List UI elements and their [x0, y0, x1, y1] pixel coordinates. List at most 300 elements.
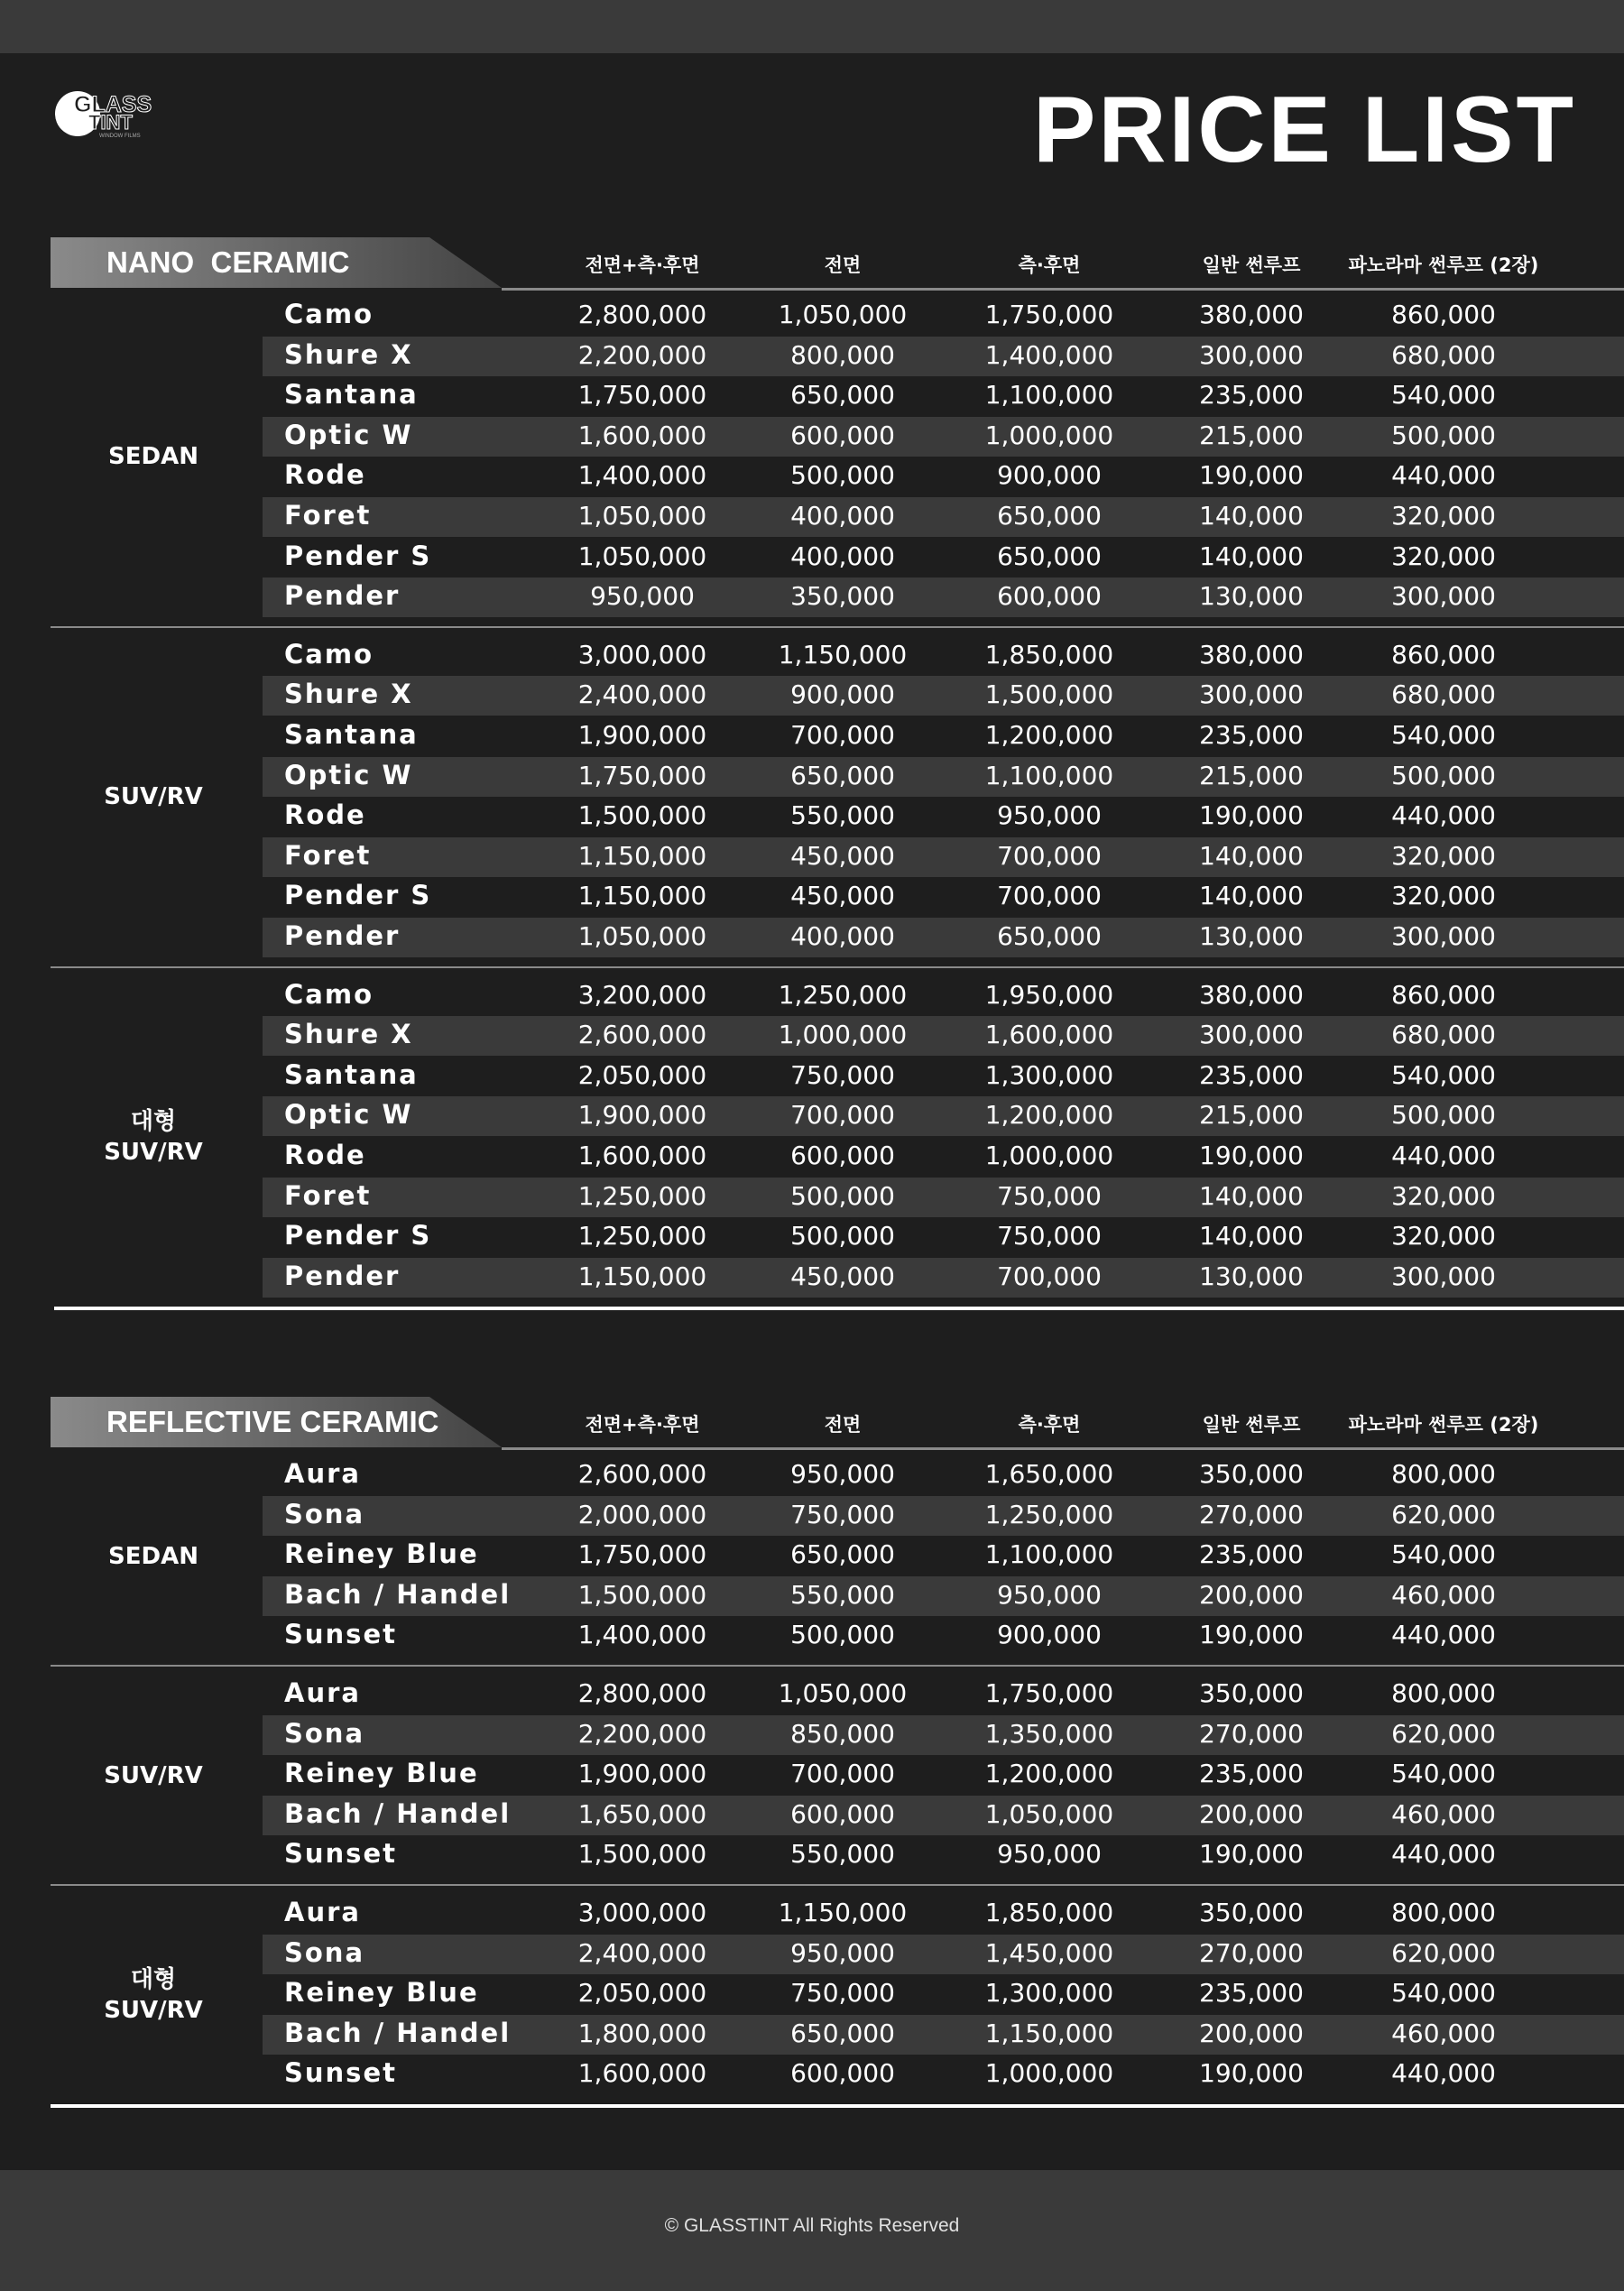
price-cell: 500,000 [1391, 1100, 1496, 1131]
table-row [263, 1536, 1624, 1575]
price-cell: 1,050,000 [577, 920, 707, 951]
price-cell: 1,750,000 [577, 760, 707, 790]
price-cell: 1,500,000 [577, 800, 707, 831]
price-cell: 650,000 [997, 920, 1102, 951]
price-cell: 1,100,000 [984, 760, 1114, 790]
product-name: Bach / Handel [284, 1797, 512, 1829]
product-name: Reiney Blue [284, 1538, 479, 1570]
column-header: 전면 [824, 1414, 862, 1436]
price-cell: 1,600,000 [577, 420, 707, 450]
section-title: REFLECTIVE CERAMIC [106, 1405, 439, 1438]
copyright-text: © GLASSTINT All Rights Reserved [664, 2215, 960, 2236]
price-cell: 440,000 [1391, 1839, 1496, 1870]
price-cell: 600,000 [997, 581, 1102, 612]
price-cell: 320,000 [1391, 1221, 1496, 1252]
table-row [263, 538, 1624, 577]
vehicle-type-label [54, 441, 253, 472]
price-cell: 1,000,000 [984, 2058, 1114, 2089]
product-name: Shure X [284, 338, 413, 370]
top-bar [0, 0, 1624, 53]
price-cell: 235,000 [1199, 1978, 1304, 2009]
product-name: Optic W [284, 1099, 413, 1131]
price-cell: 2,050,000 [577, 1059, 707, 1090]
price-cell: 800,000 [790, 339, 895, 370]
price-cell: 440,000 [1391, 1140, 1496, 1170]
price-cell: 540,000 [1391, 1059, 1496, 1090]
price-cell: 500,000 [1391, 420, 1496, 450]
price-cell: 350,000 [790, 581, 895, 612]
price-cell: 2,200,000 [577, 339, 707, 370]
price-cell: 750,000 [997, 1180, 1102, 1211]
price-cell: 1,400,000 [577, 1620, 707, 1650]
price-cell: 1,500,000 [577, 1839, 707, 1870]
product-name: Camo [284, 299, 374, 329]
table-row [263, 716, 1624, 756]
price-cell: 300,000 [1391, 581, 1496, 612]
price-cell: 140,000 [1199, 540, 1304, 571]
table-row [263, 1258, 1624, 1298]
price-cell: 800,000 [1391, 1898, 1496, 1927]
table-row [263, 376, 1624, 416]
product-name: Sunset [284, 1619, 397, 1650]
price-cell: 350,000 [1199, 1678, 1304, 1708]
price-cell: 320,000 [1391, 501, 1496, 531]
price-cell: 950,000 [590, 581, 695, 612]
price-cell: 540,000 [1391, 1539, 1496, 1570]
price-cell: 1,150,000 [778, 1898, 908, 1927]
price-cell: 1,750,000 [984, 1678, 1114, 1708]
price-cell: 1,250,000 [984, 1499, 1114, 1529]
price-cell: 2,600,000 [577, 1459, 707, 1489]
price-cell: 700,000 [997, 881, 1102, 911]
price-cell: 450,000 [790, 881, 895, 911]
table-row [263, 577, 1624, 617]
price-cell: 950,000 [997, 1579, 1102, 1610]
price-cell: 140,000 [1199, 501, 1304, 531]
price-cell: 1,150,000 [577, 1261, 707, 1291]
price-cell: 3,000,000 [577, 1898, 707, 1927]
price-cell: 1,450,000 [984, 1937, 1114, 1968]
product-name: Aura [284, 1458, 361, 1489]
table-row [263, 976, 1624, 1016]
price-cell: 600,000 [790, 1140, 895, 1170]
price-cell: 1,050,000 [577, 501, 707, 531]
price-cell: 440,000 [1391, 2058, 1496, 2089]
vehicle-type-label [54, 1106, 253, 1168]
price-cell: 3,200,000 [577, 979, 707, 1010]
price-cell: 1,250,000 [577, 1180, 707, 1211]
price-cell: 1,300,000 [984, 1059, 1114, 1090]
product-name: Santana [284, 379, 419, 411]
product-name: Pender S [284, 1220, 432, 1252]
group-divider [51, 1884, 1624, 1886]
table-row [263, 337, 1624, 376]
price-cell: 450,000 [790, 840, 895, 871]
vehicle-type-label [54, 781, 253, 812]
column-header: 파노라마 썬루프 (2장) [1348, 1414, 1539, 1436]
table-row [263, 296, 1624, 336]
price-cell: 300,000 [1391, 920, 1496, 951]
table-row [263, 1455, 1624, 1495]
price-cell: 380,000 [1199, 639, 1304, 670]
price-cell: 300,000 [1199, 339, 1304, 370]
product-name: Pender S [284, 540, 432, 571]
product-name: Sona [284, 1936, 365, 1968]
table-row [263, 2055, 1624, 2094]
price-cell: 270,000 [1199, 1937, 1304, 1968]
price-cell: 850,000 [790, 1718, 895, 1749]
price-cell: 650,000 [790, 1539, 895, 1570]
table-row [263, 877, 1624, 917]
table-row [263, 1016, 1624, 1056]
table-row [263, 1935, 1624, 1974]
price-cell: 1,250,000 [577, 1221, 707, 1252]
product-name: Shure X [284, 679, 413, 710]
product-name: Optic W [284, 759, 413, 790]
price-cell: 130,000 [1199, 1261, 1304, 1291]
price-cell: 750,000 [790, 1059, 895, 1090]
vehicle-type-line: SEDAN [108, 1542, 198, 1570]
product-name: Camo [284, 978, 374, 1010]
price-cell: 400,000 [790, 920, 895, 951]
price-cell: 950,000 [997, 800, 1102, 831]
column-header: 전면+측·후면 [585, 1414, 700, 1436]
group-divider [51, 626, 1624, 628]
price-cell: 140,000 [1199, 840, 1304, 871]
column-header: 측·후면 [1018, 254, 1081, 276]
price-cell: 500,000 [790, 1180, 895, 1211]
table-row [263, 1755, 1624, 1795]
price-cell: 235,000 [1199, 1539, 1304, 1570]
price-cell: 1,650,000 [984, 1459, 1114, 1489]
vehicle-type-label [54, 1541, 253, 1572]
column-header: 전면+측·후면 [585, 254, 700, 276]
table-row [263, 1178, 1624, 1217]
price-cell: 1,000,000 [984, 420, 1114, 450]
price-cell: 1,100,000 [984, 1539, 1114, 1570]
table-row [263, 1616, 1624, 1656]
price-cell: 1,600,000 [577, 1140, 707, 1170]
price-cell: 500,000 [790, 1221, 895, 1252]
price-cell: 680,000 [1391, 1020, 1496, 1050]
price-cell: 460,000 [1391, 1579, 1496, 1610]
price-cell: 400,000 [790, 501, 895, 531]
price-cell: 235,000 [1199, 1759, 1304, 1789]
price-cell: 2,800,000 [577, 300, 707, 329]
product-name: Foret [284, 500, 372, 531]
price-cell: 680,000 [1391, 339, 1496, 370]
price-cell: 950,000 [790, 1459, 895, 1489]
product-name: Santana [284, 1058, 419, 1090]
price-cell: 1,400,000 [577, 460, 707, 491]
price-cell: 650,000 [790, 2018, 895, 2048]
price-cell: 900,000 [997, 1620, 1102, 1650]
table-row [263, 1576, 1624, 1616]
price-cell: 540,000 [1391, 719, 1496, 750]
price-cell: 215,000 [1199, 760, 1304, 790]
price-cell: 1,900,000 [577, 1100, 707, 1131]
price-cell: 2,800,000 [577, 1678, 707, 1708]
price-cell: 1,250,000 [778, 979, 908, 1010]
price-cell: 600,000 [790, 420, 895, 450]
price-cell: 500,000 [1391, 760, 1496, 790]
column-header: 일반 썬루프 [1202, 1414, 1301, 1436]
price-cell: 1,850,000 [984, 639, 1114, 670]
column-header: 파노라마 썬루프 (2장) [1348, 254, 1539, 276]
price-cell: 2,000,000 [577, 1499, 707, 1529]
price-cell: 700,000 [790, 719, 895, 750]
price-cell: 860,000 [1391, 300, 1496, 329]
table-row [263, 457, 1624, 496]
table-row [263, 2015, 1624, 2055]
price-cell: 500,000 [790, 1620, 895, 1650]
price-cell: 700,000 [790, 1759, 895, 1789]
product-name: Camo [284, 638, 374, 670]
price-cell: 380,000 [1199, 979, 1304, 1010]
price-cell: 1,350,000 [984, 1718, 1114, 1749]
table-row [263, 1496, 1624, 1536]
price-cell: 1,600,000 [984, 1020, 1114, 1050]
price-cell: 700,000 [997, 840, 1102, 871]
price-cell: 300,000 [1199, 1020, 1304, 1050]
page-title: PRICE LIST [1033, 78, 1577, 182]
price-cell: 215,000 [1199, 420, 1304, 450]
price-cell: 1,200,000 [984, 719, 1114, 750]
price-cell: 320,000 [1391, 840, 1496, 871]
price-cell: 2,050,000 [577, 1978, 707, 2009]
table-row [263, 1894, 1624, 1934]
price-cell: 380,000 [1199, 300, 1304, 329]
product-name: Bach / Handel [284, 1578, 512, 1610]
price-cell: 270,000 [1199, 1718, 1304, 1749]
price-cell: 1,750,000 [577, 1539, 707, 1570]
price-cell: 1,750,000 [577, 380, 707, 411]
section-title: NANO CERAMIC [106, 245, 350, 279]
price-cell: 1,850,000 [984, 1898, 1114, 1927]
price-cell: 190,000 [1199, 2058, 1304, 2089]
header-divider [502, 1447, 1624, 1450]
price-cell: 620,000 [1391, 1937, 1496, 1968]
column-header: 측·후면 [1018, 1414, 1081, 1436]
price-cell: 190,000 [1199, 1620, 1304, 1650]
table-row [263, 757, 1624, 797]
price-cell: 1,050,000 [984, 1798, 1114, 1829]
price-cell: 650,000 [790, 760, 895, 790]
price-cell: 1,150,000 [577, 881, 707, 911]
price-cell: 2,600,000 [577, 1020, 707, 1050]
price-cell: 190,000 [1199, 460, 1304, 491]
price-cell: 320,000 [1391, 540, 1496, 571]
vehicle-type-line: SUV/RV [104, 783, 203, 811]
price-cell: 200,000 [1199, 2018, 1304, 2048]
price-cell: 1,400,000 [984, 339, 1114, 370]
price-cell: 1,050,000 [778, 1678, 908, 1708]
brand-logo [54, 88, 177, 139]
price-cell: 270,000 [1199, 1499, 1304, 1529]
table-row [263, 1057, 1624, 1096]
price-cell: 190,000 [1199, 1839, 1304, 1870]
product-name: Bach / Handel [284, 2017, 512, 2048]
price-cell: 1,000,000 [778, 1020, 908, 1050]
price-cell: 1,900,000 [577, 1759, 707, 1789]
product-name: Sona [284, 1717, 365, 1749]
section-bottom-line [51, 2104, 1624, 2108]
vehicle-type-label [54, 1964, 253, 2026]
product-name: Reiney Blue [284, 1758, 479, 1789]
price-cell: 650,000 [997, 501, 1102, 531]
price-cell: 550,000 [790, 1839, 895, 1870]
price-cell: 320,000 [1391, 881, 1496, 911]
product-name: Aura [284, 1677, 361, 1708]
header-divider [502, 288, 1624, 291]
price-cell: 1,500,000 [577, 1579, 707, 1610]
price-cell: 300,000 [1199, 679, 1304, 710]
price-cell: 300,000 [1391, 1261, 1496, 1291]
price-cell: 600,000 [790, 2058, 895, 2089]
price-cell: 1,800,000 [577, 2018, 707, 2048]
table-row [263, 1675, 1624, 1714]
price-cell: 600,000 [790, 1798, 895, 1829]
product-name: Sunset [284, 1838, 397, 1870]
price-cell: 1,500,000 [984, 679, 1114, 710]
table-row [263, 1715, 1624, 1755]
price-cell: 1,750,000 [984, 300, 1114, 329]
price-cell: 620,000 [1391, 1718, 1496, 1749]
table-row [263, 797, 1624, 836]
table-row [263, 417, 1624, 457]
price-cell: 1,150,000 [984, 2018, 1114, 2048]
table-row [263, 837, 1624, 877]
group-divider [51, 1665, 1624, 1667]
table-row [263, 1096, 1624, 1136]
price-cell: 700,000 [790, 1100, 895, 1131]
product-name: Sona [284, 1498, 365, 1529]
price-cell: 1,150,000 [778, 639, 908, 670]
price-cell: 750,000 [790, 1978, 895, 2009]
product-name: Rode [284, 799, 366, 831]
vehicle-type-line: 대형 [130, 1107, 177, 1135]
price-cell: 1,900,000 [577, 719, 707, 750]
price-cell: 620,000 [1391, 1499, 1496, 1529]
product-name: Pender S [284, 880, 432, 911]
price-cell: 2,200,000 [577, 1718, 707, 1749]
price-cell: 1,200,000 [984, 1759, 1114, 1789]
price-cell: 1,150,000 [577, 840, 707, 871]
price-cell: 540,000 [1391, 1978, 1496, 2009]
price-cell: 140,000 [1199, 1180, 1304, 1211]
price-cell: 440,000 [1391, 1620, 1496, 1650]
price-cell: 400,000 [790, 540, 895, 571]
price-cell: 750,000 [790, 1499, 895, 1529]
price-cell: 130,000 [1199, 920, 1304, 951]
product-name: Reiney Blue [284, 1977, 479, 2009]
price-cell: 550,000 [790, 800, 895, 831]
product-name: Foret [284, 1179, 372, 1211]
vehicle-type-line: SUV/RV [104, 1138, 203, 1166]
price-cell: 1,100,000 [984, 380, 1114, 411]
vehicle-type-label [54, 1760, 253, 1791]
price-cell: 215,000 [1199, 1100, 1304, 1131]
group-divider [51, 966, 1624, 968]
price-cell: 1,200,000 [984, 1100, 1114, 1131]
price-cell: 700,000 [997, 1261, 1102, 1291]
price-cell: 350,000 [1199, 1459, 1304, 1489]
price-cell: 1,050,000 [778, 300, 908, 329]
logo-tagline: WINDOW FILMS [99, 134, 141, 139]
price-cell: 235,000 [1199, 380, 1304, 411]
table-row [263, 1835, 1624, 1875]
price-cell: 460,000 [1391, 1798, 1496, 1829]
price-cell: 650,000 [997, 540, 1102, 571]
price-cell: 800,000 [1391, 1678, 1496, 1708]
price-cell: 200,000 [1199, 1798, 1304, 1829]
column-header: 일반 썬루프 [1202, 254, 1301, 276]
price-cell: 140,000 [1199, 881, 1304, 911]
price-cell: 440,000 [1391, 460, 1496, 491]
product-name: Pender [284, 1260, 401, 1291]
price-cell: 235,000 [1199, 719, 1304, 750]
product-name: Optic W [284, 419, 413, 450]
price-cell: 800,000 [1391, 1459, 1496, 1489]
price-cell: 2,400,000 [577, 1937, 707, 1968]
price-cell: 1,300,000 [984, 1978, 1114, 2009]
price-cell: 1,000,000 [984, 1140, 1114, 1170]
price-cell: 500,000 [790, 460, 895, 491]
product-name: Aura [284, 1897, 361, 1927]
table-row [263, 676, 1624, 716]
product-name: Shure X [284, 1019, 413, 1050]
product-name: Santana [284, 718, 419, 750]
price-cell: 860,000 [1391, 979, 1496, 1010]
price-cell: 950,000 [997, 1839, 1102, 1870]
price-cell: 540,000 [1391, 380, 1496, 411]
table-row [263, 1137, 1624, 1177]
price-cell: 190,000 [1199, 1140, 1304, 1170]
product-name: Pender [284, 580, 401, 612]
price-cell: 460,000 [1391, 2018, 1496, 2048]
price-cell: 950,000 [790, 1937, 895, 1968]
price-cell: 680,000 [1391, 679, 1496, 710]
logo-word-glass: GLASS [74, 92, 152, 117]
product-name: Foret [284, 839, 372, 871]
table-row [263, 1974, 1624, 2014]
price-cell: 130,000 [1199, 581, 1304, 612]
price-cell: 190,000 [1199, 800, 1304, 831]
table-row [263, 1796, 1624, 1835]
vehicle-type-line: SUV/RV [104, 1996, 203, 2024]
price-cell: 1,950,000 [984, 979, 1114, 1010]
product-name: Pender [284, 919, 401, 951]
product-name: Rode [284, 1139, 366, 1170]
table-row [263, 636, 1624, 676]
price-cell: 320,000 [1391, 1180, 1496, 1211]
column-header: 전면 [824, 254, 862, 276]
price-cell: 2,400,000 [577, 679, 707, 710]
price-cell: 200,000 [1199, 1579, 1304, 1610]
vehicle-type-line: SUV/RV [104, 1761, 203, 1789]
price-cell: 750,000 [997, 1221, 1102, 1252]
vehicle-type-line: SEDAN [108, 443, 198, 471]
section-bottom-line [54, 1307, 1624, 1310]
price-cell: 650,000 [790, 380, 895, 411]
table-row [263, 1217, 1624, 1257]
price-cell: 900,000 [790, 679, 895, 710]
product-name: Rode [284, 459, 366, 491]
price-cell: 3,000,000 [577, 639, 707, 670]
price-cell: 450,000 [790, 1261, 895, 1291]
price-cell: 350,000 [1199, 1898, 1304, 1927]
price-cell: 1,600,000 [577, 2058, 707, 2089]
